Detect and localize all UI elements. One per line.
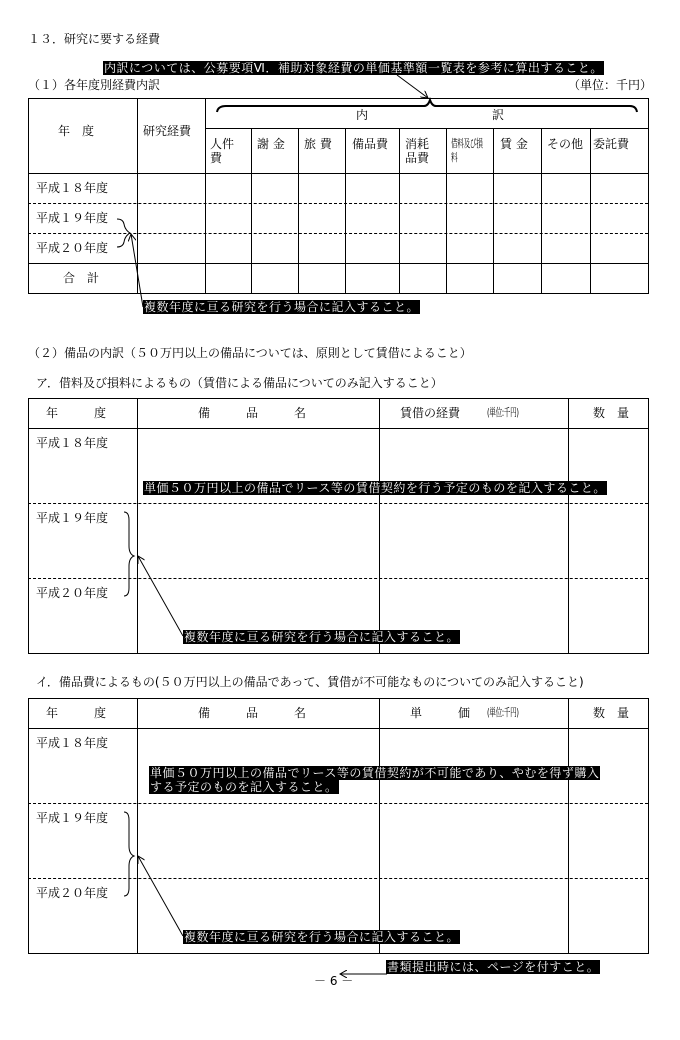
subcol-wages: 賃 金 [500, 137, 528, 151]
multi-year-note-2: 複数年度に亘る研究を行う場合に記入すること。 [184, 630, 460, 644]
multi-year-note-1: 複数年度に亘る研究を行う場合に記入すること。 [144, 300, 420, 314]
t2-row-h18: 平成１８年度 [36, 436, 109, 450]
subcol-honorarium: 謝 金 [257, 137, 285, 151]
section-title: １３．研究に要する経費 [28, 32, 161, 46]
table2-heading: ア．借料及び損料によるもの（賃借による備品についてのみ記入すること） [36, 376, 443, 390]
t3-col-item: 備 品 名 [198, 706, 307, 720]
subcol-consumables: 消耗 品費 [405, 137, 430, 165]
page-note: 書類提出時には、ページを付すこと。 [387, 960, 600, 974]
t3-col-price: 単 価 [410, 706, 471, 720]
page-number: － 6 － [314, 974, 354, 988]
row-h18: 平成１８年度 [36, 181, 109, 195]
t3-row-h20: 平成２０年度 [36, 886, 109, 900]
row-h19: 平成１９年度 [36, 211, 109, 225]
t3-col-year: 年 度 [46, 706, 107, 720]
t2-col-cost-unit: (単位:千円) [487, 406, 519, 419]
subcol-rental: 借料及び損 料 [451, 137, 483, 164]
t2-col-qty: 数 量 [593, 406, 630, 420]
t3-col-qty: 数 量 [593, 706, 630, 720]
table3-heading: イ．備品費によるもの(５０万円以上の備品であって、賃借が不可能なものについてのみ記入すること) [36, 675, 584, 689]
t2-col-cost: 賃借の経費 [400, 406, 461, 420]
breakdown-note-callout: 内訳については、公募要項Ⅵ．補助対象経費の単価基準額一覧表を参考に算出すること。 [104, 61, 603, 75]
table1-unit: （単位：千円） [568, 78, 653, 92]
table1-heading: （１）各年度別経費内訳 [28, 78, 161, 92]
multi-year-arrow-3 [138, 856, 183, 936]
table3-year-brace-icon [124, 812, 134, 896]
multi-year-note-3: 複数年度に亘る研究を行う場合に記入すること。 [184, 930, 460, 944]
breakdown-label-right: 訳 [492, 108, 505, 122]
subcol-outsourcing: 委託費 [593, 137, 630, 151]
t2-row-h20: 平成２０年度 [36, 586, 109, 600]
subcol-equipment: 備品費 [352, 137, 389, 151]
breakdown-label-left: 内 [356, 108, 369, 122]
subcol-personnel: 人件 費 [210, 137, 235, 165]
subcol-travel: 旅 費 [304, 137, 332, 151]
t2-col-item: 備 品 名 [198, 406, 307, 420]
table2-year-brace-icon [124, 512, 134, 596]
section2-heading: （２）備品の内訳（５０万円以上の備品については、原則として賃借によること） [28, 346, 472, 360]
row-h20: 平成２０年度 [36, 241, 109, 255]
row-total: 合 計 [63, 271, 100, 285]
subcol-other: その他 [547, 137, 584, 151]
t3-col-price-unit: (単位:千円) [487, 706, 519, 719]
breakdown-brace-icon [217, 100, 637, 112]
t3-row-h19: 平成１９年度 [36, 811, 109, 825]
t3-row-h18: 平成１８年度 [36, 736, 109, 750]
multi-year-arrow-2 [138, 556, 183, 636]
t2-col-year: 年 度 [46, 406, 107, 420]
col-header-research-cost: 研究経費 [143, 124, 192, 138]
lease-note: 単価５０万円以上の備品でリース等の賃借契約を行う予定のものを記入すること。 [144, 481, 606, 495]
breakdown-note-arrow [397, 75, 428, 98]
col-header-year: 年 度 [58, 124, 95, 138]
t2-row-h19: 平成１９年度 [36, 511, 109, 525]
